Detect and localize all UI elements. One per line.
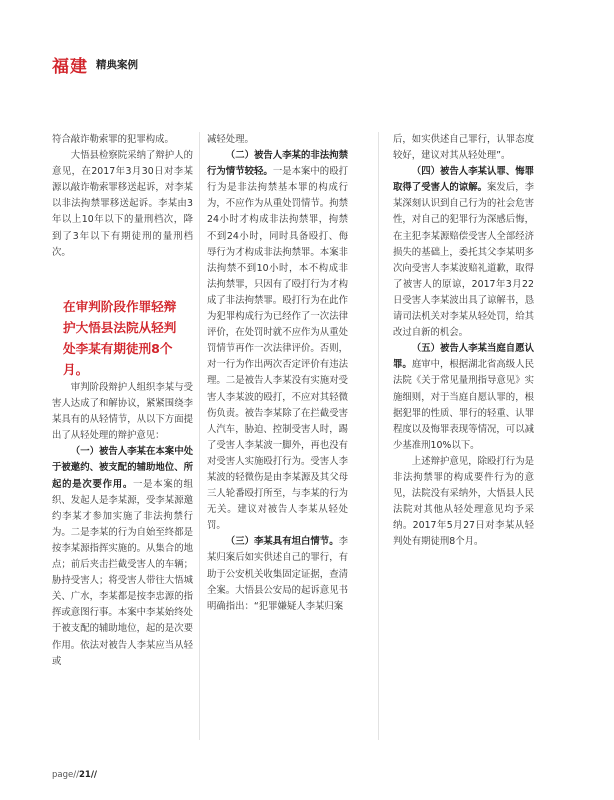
- point-heading: （一）被告人李某在本案中处于被邀约、被支配的辅助地位、所起的是次要作用。: [52, 446, 193, 490]
- page-number: 21: [78, 770, 91, 780]
- magazine-logo: 福建: [52, 57, 88, 77]
- column-2: [207, 132, 348, 615]
- paragraph: [52, 444, 193, 669]
- section-heading: 在审判阶段作罪轻辩护大悟县法院从轻判处李某有期徒刑8个月。: [63, 299, 177, 377]
- paragraph: 后，如实供述自己罪行，认罪态度较好，建议对其从轻处理”。: [393, 134, 534, 162]
- point-heading: （二）被告人李某的非法拘禁行为情节较轻。: [207, 150, 348, 178]
- column-divider: [378, 132, 379, 740]
- paragraph: 符合敲诈勒索罪的犯罪构成。: [52, 134, 174, 145]
- column-1: [52, 132, 193, 261]
- column-divider: [199, 132, 200, 740]
- page-suffix: //: [90, 770, 98, 780]
- page-prefix: page//: [52, 770, 79, 780]
- paragraph: 上述辩护意见，除殴打行为是非法拘禁罪的构成要件行为的意见，法院没有采纳外，大悟县人民法院对其他从轻处理意见均予采纳。2017年5月27日对李某从轻判处有期徒刑8个月。: [393, 455, 534, 548]
- point-heading: （三）李某具有坦白情节。: [225, 536, 339, 548]
- point-text: 李某归案后如实供述自己的罪行，有助于公安机关收集固定证据，查清全案。大悟县公安局的起诉意见书明确指出：“犯罪嫌疑人李某归案: [207, 536, 348, 612]
- paragraph: 减轻处理。: [207, 134, 254, 145]
- paragraph: [207, 148, 348, 534]
- point-text: 一是本案中的殴打行为是非法拘禁基本罪的构成行为，不应作为从重处罚情节。拘禁24小时才构成非法拘禁罪，拘禁不到24小时，同时具备殴打、侮辱行为才构成非法拘禁罪。本案非法拘禁不到10小时，本不构成非法拘禁罪，只因有了殴打行为才构成了非法拘禁罪。殴打行为在此作为犯罪构成行为已经作了一次法律评价，在处罚时就不应作为从重处罚情节再作一次法律评价。否则，对一行为作出两次否定评价有违法理。二是被告人李某没有实施对受害人李某波的殴打，不应对其轻微伤负责。被告李某除了在拦截受害人汽车，胁迫、控制受害人时，踢了受害人李某波一脚外，再也没有对受害人实施殴打行为。受害人李某波的轻微伤是由李某源及其父母三人轮番殴打所至，与李某的行为无关。建议对被告人李某从轻处罚。: [207, 166, 348, 532]
- point-text: 案发后，李某深刻认识到自己行为的社会危害性，对自己的犯罪行为深感后悔，在主犯李某源赔偿受害人全部经济损失的基础上，委托其父李某明多次向受害人李某波赔礼道歉，取得了被害人的原谅，2017年3月22日受害人李某波出具了谅解书，恳请司法机关对李某从轻处罚，给其改过自新的机会。: [393, 182, 534, 339]
- point-text: 庭审中，根据湖北省高级人民法院《关于常见量刑指导意见》实施细则，对于当庭自愿认罪的，根据犯罪的性质、罪行的轻重、认罪程度以及悔罪表现等情况，可以减少基准刑10%以下。: [393, 359, 534, 451]
- point-text: 一是本案的组织、发起人是李某源，受李某源邀约李某才参加实施了非法拘禁行为。二是李某的行为自始至终都是按李某源指挥实施的。从集合的地点；前后夹击拦截受害人的车辆；胁持受害人；将受害人带往大悟城关、广水，李某都是按李忠源的指挥或意图行事。本案中李某始终处于被支配的辅助地位，起的是次要作用。依法对被告人李某应当从轻或: [52, 478, 193, 667]
- paragraph: [207, 534, 348, 614]
- column-3: [393, 132, 534, 550]
- column-1-lower: [52, 380, 193, 670]
- section-title: 精典案例: [96, 59, 138, 71]
- paragraph: [393, 341, 534, 454]
- point-heading: （四）被告人李某认罪、悔罪取得了受害人的谅解。: [393, 166, 534, 194]
- page-header: [52, 52, 252, 77]
- paragraph: 审判阶段辩护人组织李某与受害人达成了和解协议，紧紧围绕李某具有的从轻情节，从以下方面提出了从轻处理的辩护意见：: [52, 382, 193, 442]
- page-footer: [52, 770, 97, 780]
- paragraph: [393, 164, 534, 341]
- paragraph: 大悟县检察院采纳了辩护人的意见，在2017年3月30日对李某源以敲诈勒索罪移送起诉，对李某以非法拘禁罪移送起诉。李某由3年以上10年以下的量刑档次，降到了3年以下有期徒刑的量刑档次。: [52, 150, 193, 258]
- point-heading: （五）被告人李某当庭自愿认罪。: [393, 343, 534, 371]
